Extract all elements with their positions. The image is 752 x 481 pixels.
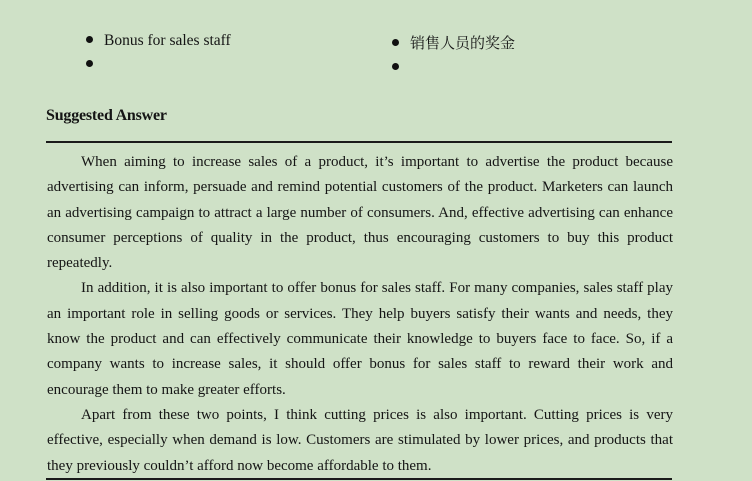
bullet-item-cn-2 <box>392 57 410 78</box>
bullet-item-cn-1 <box>392 33 515 54</box>
bullet-item-en-2 <box>86 55 104 75</box>
bullet-dot-icon <box>86 60 93 67</box>
bullet-dot-icon <box>86 36 93 43</box>
answer-paragraph-3: Apart from these two points, I think cutting prices is also important. Cutting prices is very effective, especially when demand is low. Customers are stimulated by lower prices, and products that they previously couldn’t afford now become affordable to them. <box>47 406 673 474</box>
section-heading: Suggested Answer <box>46 107 167 124</box>
bullet-item-en-1 <box>86 31 231 51</box>
answer-paragraph-1: When aiming to increase sales of a product, it’s important to advertise the product because advertising can inform, persuade and remind potential customers of the product. Marketers can launch an advertising campaign to attract a large number of consumers. And, effective advertising can enhance consumer perceptions of quality in the product, thus encouraging customers to buy this product repeatedly. <box>47 154 673 272</box>
answer-paragraph-2: In addition, it is also important to offer bonus for sales staff. For many companies, sales staff play an important role in selling goods or services. They help buyers satisfy their wants and needs, they know the product and can effectively communicate their knowledge to buyers face to face. So, if a company wants to increase sales, it should offer bonus for sales staff to reward their work and encourage them to make greater efforts. <box>47 280 673 398</box>
top-rule <box>46 141 672 143</box>
bullet-dot-icon <box>392 39 399 46</box>
bottom-rule <box>46 478 672 480</box>
bullet-text: Bonus for sales staff <box>104 32 231 49</box>
answer-body <box>47 150 673 479</box>
bullet-dot-icon <box>392 63 399 70</box>
bullet-text: 销售人员的奖金 <box>410 34 516 52</box>
